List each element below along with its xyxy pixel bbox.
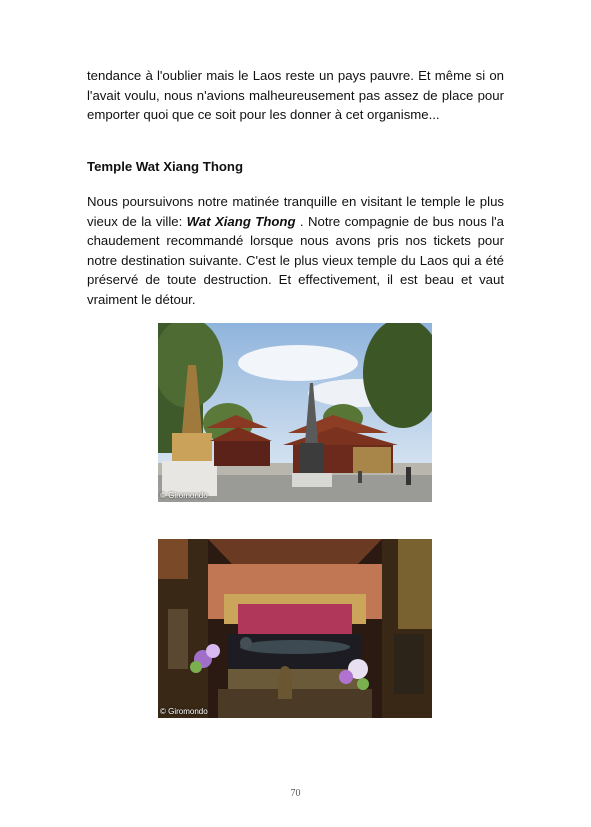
temple-exterior-illustration — [158, 323, 432, 502]
photo-credit: © Giromondo — [160, 491, 208, 500]
photo-credit: © Giromondo — [160, 707, 208, 716]
section-heading: Temple Wat Xiang Thong — [87, 159, 244, 174]
paragraph-intro: tendance à l'oublier mais le Laos reste un pays pauvre. Et même si on l'avait voulu, nous n'avions malheureusement pas assez de place pour emporter quoi que ce soit pour les donner à cet organisme... — [87, 68, 504, 123]
page-number: 70 — [290, 788, 301, 799]
paragraph-temple-after: . Notre compagnie de bus nous l'a chaudement recommandé lorsque nous avons pris nos tickets pour notre destination suivante. C'est le plus vieux temple du Laos qui a été préservé de toute destruction. Et effectivement, il est beau et vaut vraiment le détour. — [87, 213, 504, 307]
temple-exterior-photo — [158, 323, 432, 502]
paragraph-temple — [87, 192, 504, 310]
temple-name-emphasis: Wat Xiang Thong — [186, 213, 296, 229]
temple-interior-photo — [158, 539, 432, 718]
temple-interior-illustration — [158, 539, 432, 718]
paragraph-temple-before: Nous poursuivons notre matinée tranquille en visitant le temple le plus vieux de la ville: — [87, 194, 504, 229]
